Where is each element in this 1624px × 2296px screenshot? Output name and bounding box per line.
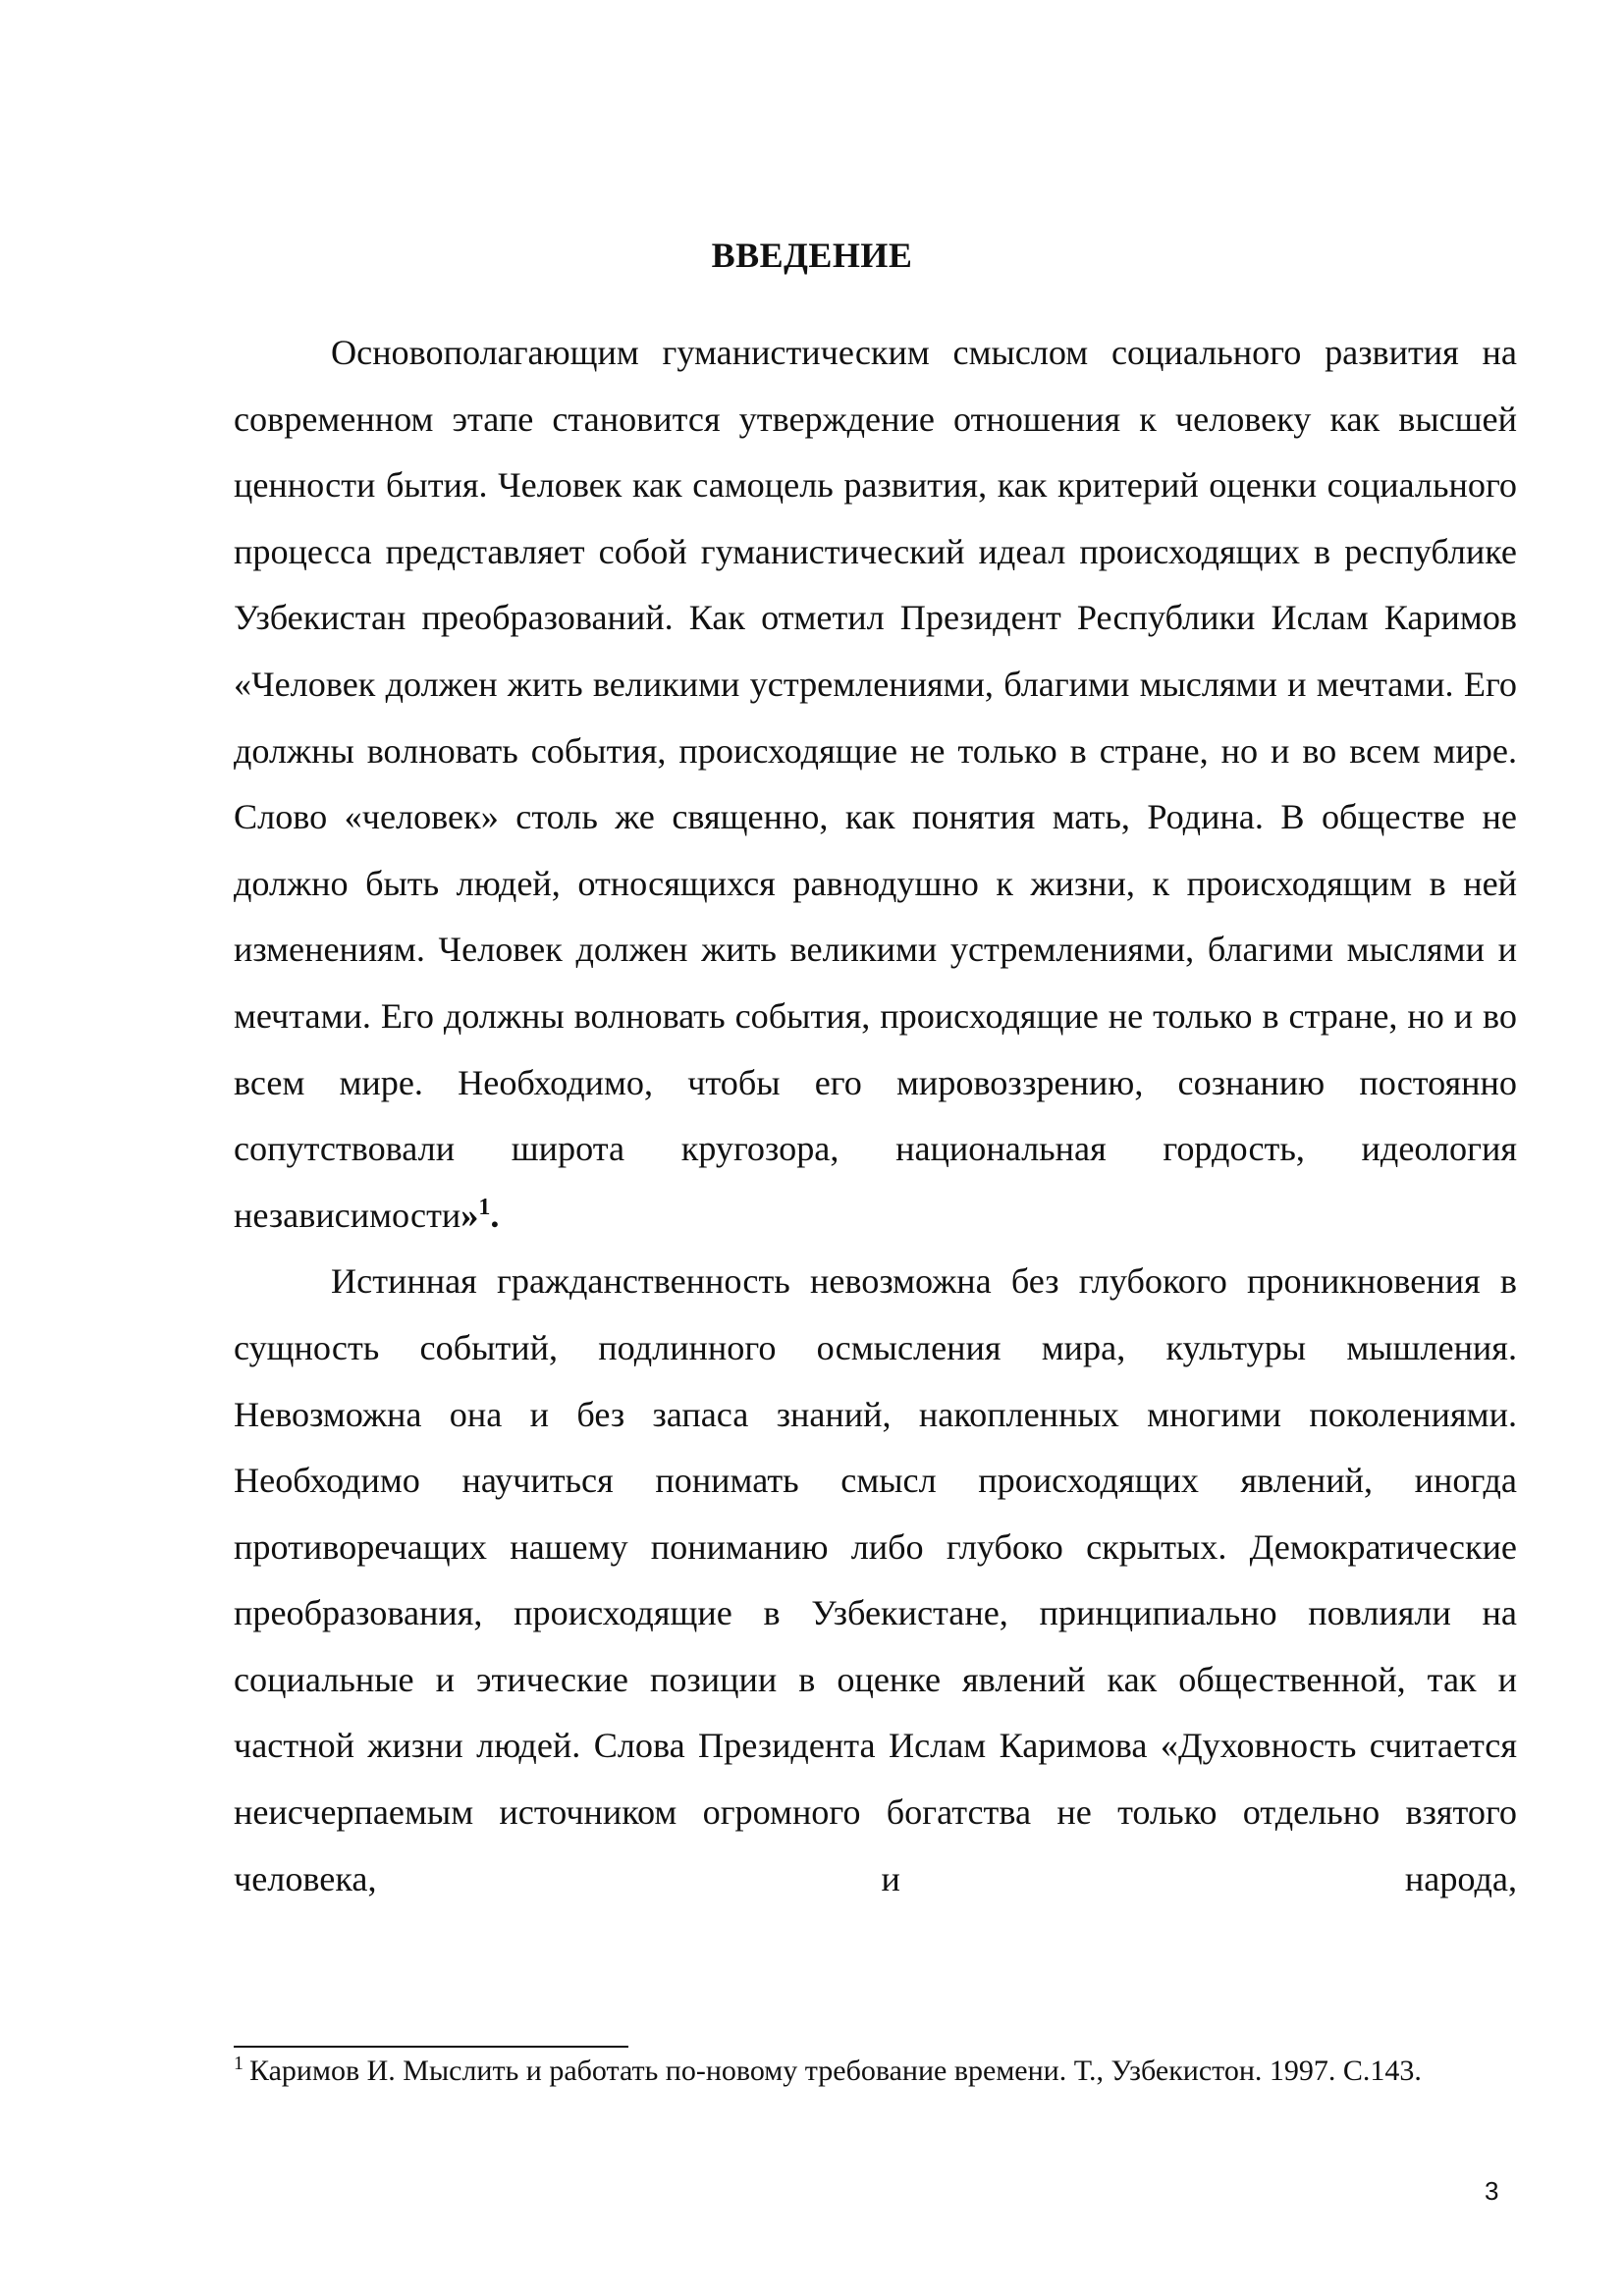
quote-close-mark: »: [460, 1195, 479, 1235]
footnote-reference: 1: [478, 1194, 491, 1220]
paragraph-citizenship: Истинная гражданственность невозможна без глубокого проникновения в сущность событий, подлинного осмысления мира, культуры мышления. Невозможна она и без запаса знаний, накопленных многими поколениями. Необходимо научиться понимать смысл происходящих явлений, иногда противоречащих нашему пониманию либо глубоко скрытых. Демократические преобразования, происходящие в Узбекистане, принципиально повлияли на социальные и этические позиции в оценке явлений как общественной, так и частной жизни людей. Слова Президента Ислам Каримова «Духовность считается неисчерпаемым источником огромного богатства не только отдельно взятого человека, и народа,: [234, 1261, 1517, 1898]
paragraph-intro: [234, 320, 1517, 1249]
paragraph-intro-text: Основополагающим гуманистическим смыслом социального развития на современном этапе становится утверждение отношения к человеку как высшей ценности бытия. Человек как самоцель развития, как критерий оценки социального процесса представляет собой гуманистический идеал происходящих в республике Узбекистан преобразований. Как отметил Президент Республики Ислам Каримов «Человек должен жить великими устремлениями, благими мыслями и мечтами. Его должны волновать события, происходящие не только в стране, но и во всем мире. Слово «человек» столь же священно, как понятия мать, Родина. В обществе не должно быть людей, относящихся равнодушно к жизни, к происходящим в ней изменениям. Человек должен жить великими устремлениями, благими мыслями и мечтами. Его должны волновать события, происходящие не только в стране, но и во всем мире. Необходимо, чтобы его мировоззрению, сознанию постоянно сопутствовали широта кругозора, национальная гордость, идеология независимости: [234, 333, 1517, 1235]
footnote-separator: [234, 2046, 628, 2048]
footnote-text: Каримов И. Мыслить и работать по-новому требование времени. Т., Узбекистон. 1997. С.143.: [249, 2055, 1422, 2087]
page-number: 3: [1485, 2176, 1499, 2206]
footnote-mark: 1: [234, 2053, 244, 2074]
body-text: [234, 320, 1517, 1912]
paragraph-intro-end: .: [490, 1195, 500, 1235]
section-heading: ВВЕДЕНИЕ: [711, 236, 913, 275]
footnote: [234, 2054, 1517, 2089]
